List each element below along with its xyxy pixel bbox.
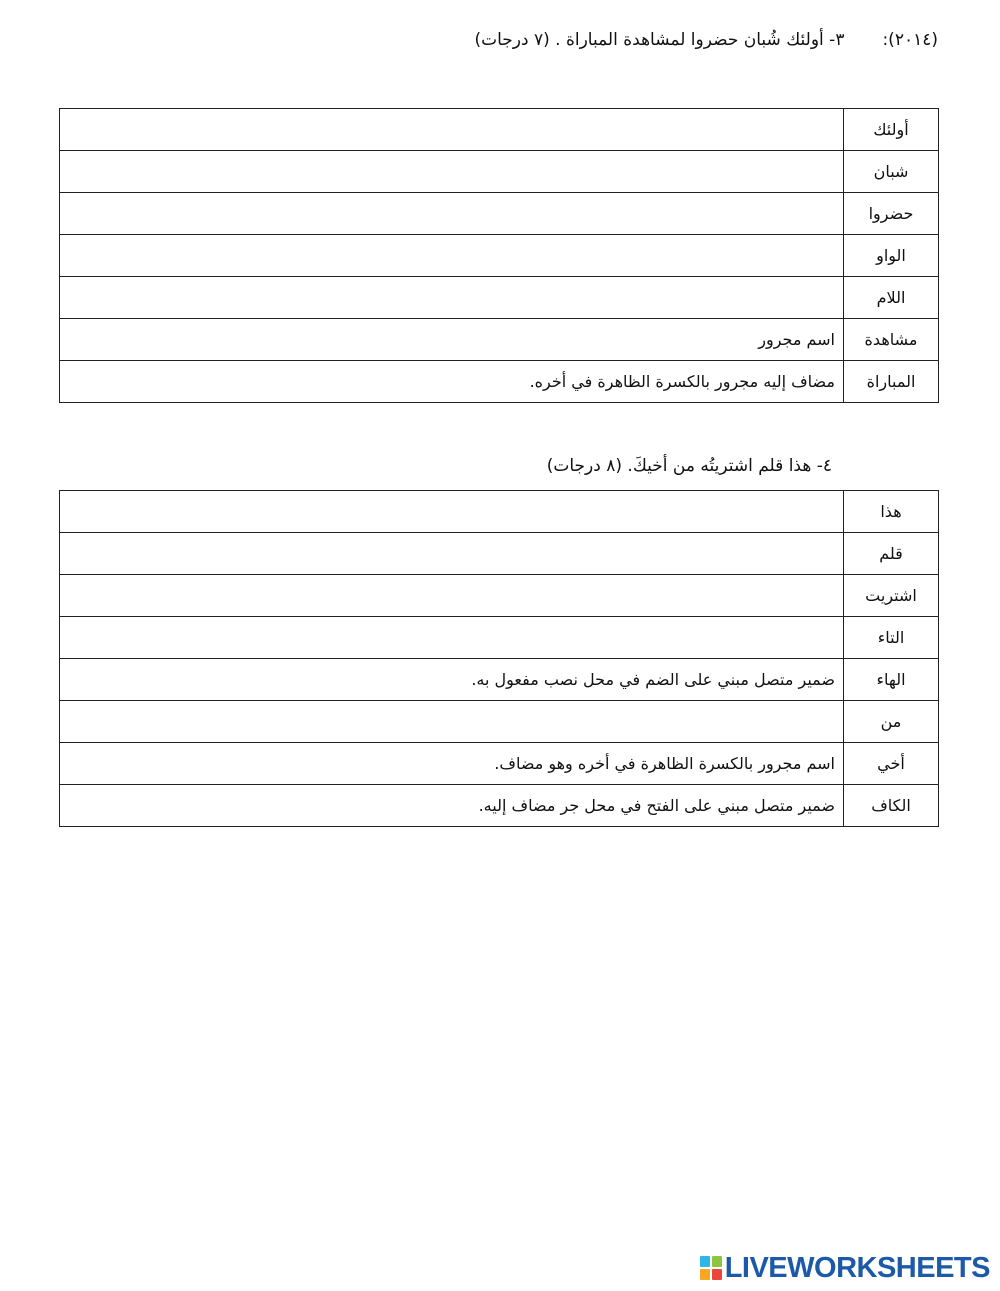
answer-cell[interactable] <box>60 491 844 533</box>
word-cell: شبان <box>844 151 939 193</box>
table-row <box>60 785 939 827</box>
answer-cell[interactable]: مضاف إليه مجرور بالكسرة الظاهرة في أخره. <box>60 361 844 403</box>
word-cell: اللام <box>844 277 939 319</box>
table-row <box>60 701 939 743</box>
table-row <box>60 109 939 151</box>
table-row <box>60 235 939 277</box>
question-4-heading: ٤- هذا قلم اشتريتُه من أخيكَ. (٨ درجات) <box>546 456 832 476</box>
table-row <box>60 659 939 701</box>
table-row <box>60 151 939 193</box>
word-cell: أولئك <box>844 109 939 151</box>
answer-cell[interactable]: اسم مجرور بالكسرة الظاهرة في أخره وهو مضاف. <box>60 743 844 785</box>
answer-cell[interactable] <box>60 533 844 575</box>
logo-block <box>712 1256 722 1267</box>
answer-cell[interactable] <box>60 575 844 617</box>
table-row <box>60 491 939 533</box>
answer-cell[interactable] <box>60 109 844 151</box>
answer-cell[interactable] <box>60 235 844 277</box>
word-cell: الواو <box>844 235 939 277</box>
logo-text: LIVEWORKSHEETS <box>724 1252 990 1284</box>
logo-blocks-icon <box>700 1256 722 1280</box>
table-row <box>60 533 939 575</box>
word-cell: الهاء <box>844 659 939 701</box>
logo-block <box>700 1256 710 1267</box>
table-row <box>60 193 939 235</box>
word-cell: مشاهدة <box>844 319 939 361</box>
question-3-year: (٢٠١٤): <box>882 30 938 50</box>
word-cell: قلم <box>844 533 939 575</box>
word-cell: المباراة <box>844 361 939 403</box>
answer-cell[interactable] <box>60 151 844 193</box>
answer-cell[interactable] <box>60 193 844 235</box>
question-3-heading <box>474 28 938 52</box>
answer-cell[interactable] <box>60 701 844 743</box>
liveworksheets-logo <box>700 1253 990 1283</box>
question-3-text: ٣- أولئك شُبان حضروا لمشاهدة المباراة . (٧ درجات) <box>474 30 845 50</box>
table-row <box>60 319 939 361</box>
answer-cell[interactable]: اسم مجرور <box>60 319 844 361</box>
logo-block <box>712 1269 722 1280</box>
table-row <box>60 575 939 617</box>
question-3-table <box>59 108 939 403</box>
word-cell: أخي <box>844 743 939 785</box>
word-cell: التاء <box>844 617 939 659</box>
table-row <box>60 743 939 785</box>
table-row <box>60 617 939 659</box>
question-4-table <box>59 490 939 827</box>
word-cell: الكاف <box>844 785 939 827</box>
answer-cell[interactable]: ضمير متصل مبني على الفتح في محل جر مضاف إليه. <box>60 785 844 827</box>
word-cell: هذا <box>844 491 939 533</box>
answer-cell[interactable] <box>60 617 844 659</box>
answer-cell[interactable] <box>60 277 844 319</box>
answer-cell[interactable]: ضمير متصل مبني على الضم في محل نصب مفعول به. <box>60 659 844 701</box>
table-row <box>60 361 939 403</box>
word-cell: حضروا <box>844 193 939 235</box>
table-row <box>60 277 939 319</box>
word-cell: اشتريت <box>844 575 939 617</box>
logo-block <box>700 1269 710 1280</box>
word-cell: من <box>844 701 939 743</box>
